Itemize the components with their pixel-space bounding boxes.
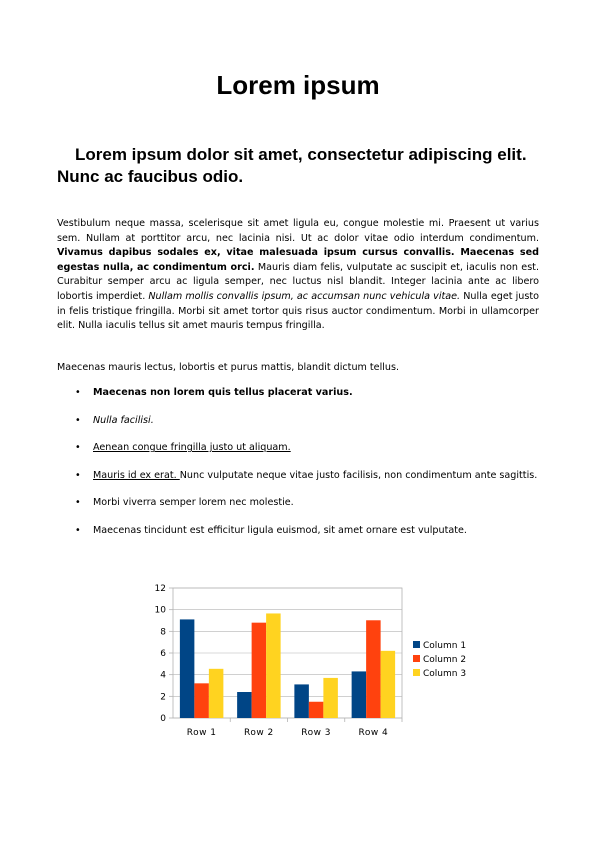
bullet-icon: • xyxy=(75,469,81,481)
x-tick-label: Row 3 xyxy=(301,728,332,738)
list-item xyxy=(57,414,539,429)
bullet-list xyxy=(57,386,539,552)
legend-label: Column 2 xyxy=(423,655,467,665)
list-item xyxy=(57,386,539,401)
document-title: Lorem ipsum xyxy=(216,70,380,100)
bar xyxy=(294,684,309,718)
paragraph-1-italic-text: Nullam mollis convallis ipsum, ac accumsan nunc vehicula vitae. xyxy=(148,290,461,302)
paragraph-1-text-c: Nulla eget justo in felis tristique fringilla. Morbi sit amet tortor quis risus auctor condimentum. Morbi in ullamcorper elit. Nulla iaculis tellus sit amet mauris tempus fringilla. xyxy=(57,290,539,332)
bar xyxy=(237,692,252,718)
paragraph-1-bold-text: Vivamus dapibus sodales ex, vitae malesuada ipsum cursus convallis. Maecenas sed egestas nulla, ac condimentum orci. xyxy=(57,247,539,273)
bar-chart xyxy=(140,578,480,748)
list-item-text: Morbi viverra semper lorem nec molestie. xyxy=(93,497,294,509)
y-tick-label: 4 xyxy=(160,670,166,681)
bullet-icon: • xyxy=(75,442,81,454)
list-item xyxy=(57,496,539,511)
body-paragraph-2: Maecenas mauris lectus, lobortis et purus mattis, blandit dictum tellus. xyxy=(57,362,400,373)
y-tick-label: 8 xyxy=(160,627,166,638)
list-item xyxy=(57,469,539,484)
list-item xyxy=(57,524,539,539)
legend-label: Column 3 xyxy=(423,669,467,679)
bar xyxy=(194,683,209,718)
list-item-text: Maecenas non lorem quis tellus placerat varius. xyxy=(93,387,353,398)
bar xyxy=(352,671,367,718)
list-item-text: Nulla facilisi. xyxy=(93,414,154,426)
bar xyxy=(266,613,281,718)
bar xyxy=(323,678,338,718)
y-tick-label: 0 xyxy=(160,714,166,724)
document-subtitle: Lorem ipsum dolor sit amet, consectetur adipiscing elit. Nunc ac faucibus odio. xyxy=(57,145,527,186)
y-tick-label: 2 xyxy=(160,692,166,703)
x-tick-label: Row 1 xyxy=(186,728,217,738)
bullet-icon: • xyxy=(75,524,81,536)
x-tick-label: Row 2 xyxy=(243,728,274,738)
legend-label: Column 1 xyxy=(423,641,467,651)
y-tick-label: 12 xyxy=(154,584,166,594)
list-item xyxy=(57,441,539,456)
paragraph-1-text-b: Mauris diam felis, vulputate ac suscipit et, iaculis non est. Curabitur semper arcu ac ligula semper, nec luctus nisl blandit. Integer lacinia ante ac libero lobortis imperdiet. xyxy=(57,261,539,302)
bullet-icon: • xyxy=(75,387,81,398)
bar xyxy=(381,651,396,718)
bar xyxy=(180,619,195,718)
bar xyxy=(309,702,324,718)
bar xyxy=(366,620,381,718)
bar xyxy=(252,623,267,718)
x-tick-label: Row 4 xyxy=(358,728,389,738)
legend-swatch xyxy=(413,641,420,648)
y-tick-label: 10 xyxy=(154,605,166,616)
bar xyxy=(209,669,224,718)
bullet-icon: • xyxy=(75,414,81,426)
body-paragraph-1 xyxy=(57,217,539,334)
list-item-underlined-text: Mauris id ex erat. xyxy=(93,469,180,481)
legend-swatch xyxy=(413,669,420,676)
list-item-text: Aenean congue fringilla justo ut aliquam. xyxy=(93,442,291,454)
list-item-text: Maecenas tincidunt est efficitur ligula euismod, sit amet ornare est vulputate. xyxy=(93,524,467,536)
y-tick-label: 6 xyxy=(160,649,166,659)
paragraph-1-text-a: Vestibulum neque massa, scelerisque sit amet ligula eu, congue molestie mi. Praesent ut varius sem. Nullam at porttitor arcu, nec lacinia nisi. Ut ac dolor vitae odio interdum condimentum. xyxy=(57,218,539,244)
legend-swatch xyxy=(413,655,420,662)
bullet-icon: • xyxy=(75,497,81,509)
list-item-text: Nunc vulputate neque vitae justo facilisis, non condimentum ante sagittis. xyxy=(179,469,538,481)
